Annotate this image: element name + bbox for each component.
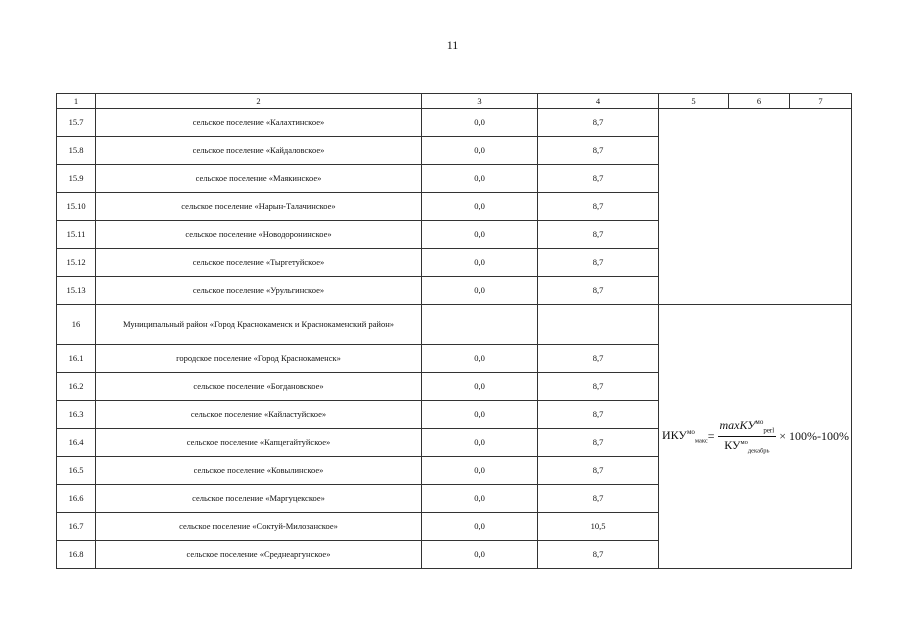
- col3-value-cell: 0,0: [422, 221, 538, 249]
- table-header-cell: 2: [96, 94, 422, 109]
- row-number-cell: 15.8: [57, 137, 96, 165]
- page-number: 11: [446, 38, 459, 52]
- settlement-name-cell: сельское поселение «Соктуй-Милозанское»: [96, 513, 422, 541]
- col4-value-cell: 8,7: [538, 541, 659, 569]
- row-number-cell: 15.10: [57, 193, 96, 221]
- district-name-cell: Муниципальный район «Город Краснокаменск и Краснокаменский район»: [96, 305, 422, 345]
- col3-value-cell: 0,0: [422, 165, 538, 193]
- col3-value-cell: 0,0: [422, 249, 538, 277]
- formula: [662, 418, 849, 456]
- col3-value-cell: 0,0: [422, 541, 538, 569]
- settlement-name-cell: сельское поселение «Новодоронинское»: [96, 221, 422, 249]
- settlement-name-cell: городское поселение «Город Краснокаменск»: [96, 345, 422, 373]
- settlement-name-cell: сельское поселение «Нарын-Талачинское»: [96, 193, 422, 221]
- col3-value-cell: 0,0: [422, 109, 538, 137]
- col3-value-cell: 0,0: [422, 485, 538, 513]
- row-number-cell: 16.4: [57, 429, 96, 457]
- table-row: [57, 109, 852, 137]
- row-number-cell: 16.5: [57, 457, 96, 485]
- settlement-name-cell: сельское поселение «Кайластуйское»: [96, 401, 422, 429]
- settlement-name-cell: сельское поселение «Капцегайтуйское»: [96, 429, 422, 457]
- col4-value-cell: 8,7: [538, 109, 659, 137]
- formula-cell: [659, 305, 852, 569]
- formula-denominator: $КУ^{мо}_{декабрь}$: [724, 437, 770, 455]
- formula-tail: × 100%-100%: [779, 429, 849, 443]
- row-number-cell: 15.13: [57, 277, 96, 305]
- table-header-cell: 1: [57, 94, 96, 109]
- col4-value-cell: [538, 305, 659, 345]
- row-number-cell: 15.12: [57, 249, 96, 277]
- row-number-cell: 15.9: [57, 165, 96, 193]
- row-number-cell: 15.11: [57, 221, 96, 249]
- col4-value-cell: 8,7: [538, 165, 659, 193]
- col3-value-cell: 0,0: [422, 373, 538, 401]
- col3-value-cell: 0,0: [422, 429, 538, 457]
- row-number-cell: 16.2: [57, 373, 96, 401]
- table-header-row: [57, 94, 852, 109]
- col3-value-cell: 0,0: [422, 457, 538, 485]
- col4-value-cell: 8,7: [538, 277, 659, 305]
- table-header-cell: 5: [659, 94, 729, 109]
- row-number-cell: 16.3: [57, 401, 96, 429]
- formula-numerator: maxКУ$^{мо}_{perl}$: [718, 418, 777, 437]
- col3-value-cell: [422, 305, 538, 345]
- settlement-name-cell: сельское поселение «Богдановское»: [96, 373, 422, 401]
- settlement-name-cell: сельское поселение «Калахтинское»: [96, 109, 422, 137]
- settlement-name-cell: сельское поселение «Урульгинское»: [96, 277, 422, 305]
- col3-value-cell: 0,0: [422, 193, 538, 221]
- row-number-cell: 15.7: [57, 109, 96, 137]
- table-header-cell: 7: [790, 94, 852, 109]
- settlement-name-cell: сельское поселение «Маргуцекское»: [96, 485, 422, 513]
- col3-value-cell: 0,0: [422, 345, 538, 373]
- col3-value-cell: 0,0: [422, 277, 538, 305]
- settlement-name-cell: сельское поселение «Кайдаловское»: [96, 137, 422, 165]
- row-number-cell: 16.8: [57, 541, 96, 569]
- col3-value-cell: 0,0: [422, 513, 538, 541]
- table-header-cell: 3: [422, 94, 538, 109]
- col4-value-cell: 8,7: [538, 373, 659, 401]
- row-number-cell: 16: [57, 305, 96, 345]
- table-header-cell: 4: [538, 94, 659, 109]
- settlement-name-cell: сельское поселение «Среднеаргунское»: [96, 541, 422, 569]
- table-header-cell: 6: [729, 94, 790, 109]
- table-row: [57, 305, 852, 345]
- data-table: [56, 93, 852, 569]
- col4-value-cell: 8,7: [538, 401, 659, 429]
- merged-empty-cell: [659, 109, 852, 305]
- settlement-name-cell: сельское поселение «Маякинское»: [96, 165, 422, 193]
- col3-value-cell: 0,0: [422, 401, 538, 429]
- settlement-name-cell: сельское поселение «Ковылинское»: [96, 457, 422, 485]
- col4-value-cell: 8,7: [538, 193, 659, 221]
- formula-fraction: [718, 418, 777, 456]
- col4-value-cell: 8,7: [538, 345, 659, 373]
- row-number-cell: 16.7: [57, 513, 96, 541]
- col4-value-cell: 8,7: [538, 485, 659, 513]
- col4-value-cell: 10,5: [538, 513, 659, 541]
- col4-value-cell: 8,7: [538, 429, 659, 457]
- row-number-cell: 16.6: [57, 485, 96, 513]
- formula-lhs: $ИКУ^{мо}_{макс}$: [662, 427, 708, 445]
- col4-value-cell: 8,7: [538, 457, 659, 485]
- settlement-name-cell: сельское поселение «Тыргетуйское»: [96, 249, 422, 277]
- col4-value-cell: 8,7: [538, 221, 659, 249]
- formula-equals: =: [707, 429, 715, 443]
- row-number-cell: 16.1: [57, 345, 96, 373]
- col3-value-cell: 0,0: [422, 137, 538, 165]
- col4-value-cell: 8,7: [538, 137, 659, 165]
- col4-value-cell: 8,7: [538, 249, 659, 277]
